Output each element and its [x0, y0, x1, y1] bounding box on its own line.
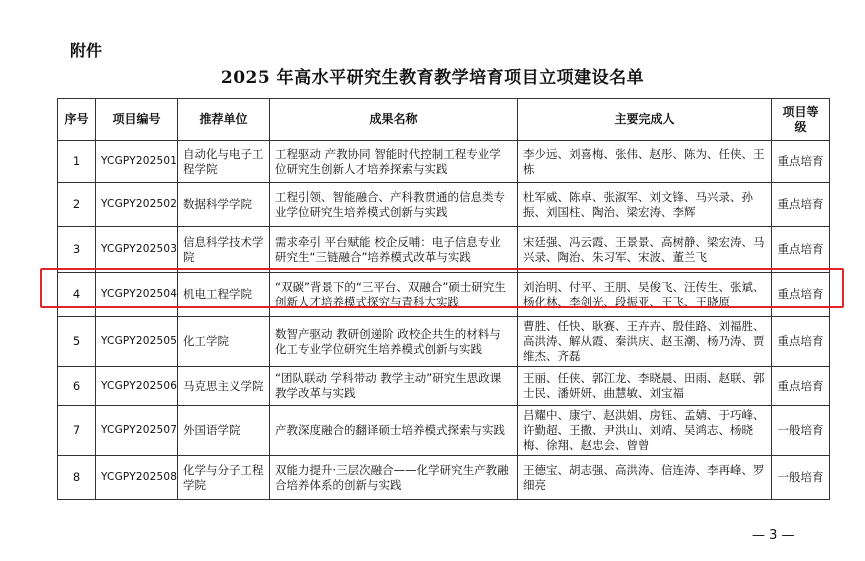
project-level: 重点培育 [772, 367, 830, 406]
column-header-code: 项目编号 [96, 99, 178, 141]
row-number: 7 [58, 406, 96, 456]
main-contributors: 刘治明、付平、王朋、吴俊飞、汪传生、张斌、杨化林、李剑光、段振亚、王飞、王晓原 [518, 273, 772, 317]
row-number: 6 [58, 367, 96, 406]
table-row [58, 456, 830, 500]
project-code: YCGPY202503 [96, 227, 178, 273]
project-level: 重点培育 [772, 183, 830, 227]
project-level: 一般培育 [772, 456, 830, 500]
page-title: 2025 年高水平研究生教育教学培育项目立项建设名单 [220, 68, 645, 88]
project-level: 重点培育 [772, 227, 830, 273]
achievement-name: “团队联动 学科带动 教学主动”研究生思政课教学改革与实践 [270, 367, 518, 406]
project-level: 重点培育 [772, 141, 830, 183]
project-code: YCGPY202501 [96, 141, 178, 183]
table-row [58, 317, 830, 367]
highlight-box [40, 268, 844, 308]
achievement-name: 需求牵引 平台赋能 校企反哺：电子信息专业研究生“三链融合”培养模式改革与实践 [270, 227, 518, 273]
main-contributors: 曹胜、任快、耿赛、王卉卉、殷佳路、刘福胜、高洪涛、解从霞、秦洪庆、赵玉潮、杨乃涛、贾维杰、齐磊 [518, 317, 772, 367]
column-header-name: 成果名称 [270, 99, 518, 141]
project-code: YCGPY202507 [96, 406, 178, 456]
attachment-label: 附件 [70, 41, 103, 60]
row-number: 2 [58, 183, 96, 227]
project-code: YCGPY202504 [96, 273, 178, 317]
row-number: 8 [58, 456, 96, 500]
project-code: YCGPY202508 [96, 456, 178, 500]
recommending-unit: 外国语学院 [178, 406, 270, 456]
project-code: YCGPY202505 [96, 317, 178, 367]
main-contributors: 王丽、任侠、郭江龙、李晓晨、田雨、赵联、郭士民、潘妍妍、曲慧敏、刘宝福 [518, 367, 772, 406]
row-number: 4 [58, 273, 96, 317]
achievement-name: 产教深度融合的翻译硕士培养模式探索与实践 [270, 406, 518, 456]
table-row [58, 367, 830, 406]
table-row [58, 141, 830, 183]
main-contributors: 宋廷强、冯云霞、王景景、高树静、梁宏涛、马兴录、陶治、朱习军、宋波、董兰飞 [518, 227, 772, 273]
column-header-people: 主要完成人 [518, 99, 772, 141]
recommending-unit: 化工学院 [178, 317, 270, 367]
row-number: 5 [58, 317, 96, 367]
table-row [58, 406, 830, 456]
column-header-unit: 推荐单位 [178, 99, 270, 141]
row-number: 1 [58, 141, 96, 183]
project-code: YCGPY202502 [96, 183, 178, 227]
table-header-row [58, 99, 830, 141]
achievement-name: 工程驱动 产教协同 智能时代控制工程专业学位研究生创新人才培养探索与实践 [270, 141, 518, 183]
project-level: 一般培育 [772, 406, 830, 456]
achievement-name: “双碳”背景下的“三平台、双融合”硕士研究生创新人才培养模式探究与青科大实践 [270, 273, 518, 317]
column-header-no: 序号 [58, 99, 96, 141]
recommending-unit: 马克思主义学院 [178, 367, 270, 406]
achievement-name: 工程引领、智能融合、产科教贯通的信息类专业学位研究生培养模式创新与实践 [270, 183, 518, 227]
recommending-unit: 数据科学学院 [178, 183, 270, 227]
project-level: 重点培育 [772, 273, 830, 317]
project-level: 重点培育 [772, 317, 830, 367]
page-number: — 3 — [752, 528, 795, 543]
recommending-unit: 机电工程学院 [178, 273, 270, 317]
table-row [58, 183, 830, 227]
main-contributors: 王德宝、胡志强、高洪涛、信连涛、李再峰、罗细亮 [518, 456, 772, 500]
main-contributors: 李少远、刘喜梅、张伟、赵彤、陈为、任侠、王栋 [518, 141, 772, 183]
main-contributors: 吕耀中、康宁、赵洪娟、房钰、孟婧、于巧峰、许勤超、王撒、尹洪山、刘靖、吴鸿志、杨晓梅、徐翔、赵忠会、曾曾 [518, 406, 772, 456]
project-code: YCGPY202506 [96, 367, 178, 406]
achievement-name: 数智产驱动 教研创递阶 政校企共生的材料与化工专业学位研究生培养模式创新与实践 [270, 317, 518, 367]
column-header-level: 项目等级 [772, 99, 830, 141]
achievement-name: 双能力提升·三层次融合——化学研究生产教融合培养体系的创新与实践 [270, 456, 518, 500]
main-contributors: 杜军威、陈卓、张淑军、刘文锋、马兴录、孙振、刘国柱、陶治、梁宏涛、李辉 [518, 183, 772, 227]
recommending-unit: 化学与分子工程学院 [178, 456, 270, 500]
recommending-unit: 信息科学技术学院 [178, 227, 270, 273]
recommending-unit: 自动化与电子工程学院 [178, 141, 270, 183]
row-number: 3 [58, 227, 96, 273]
table-row [58, 227, 830, 273]
